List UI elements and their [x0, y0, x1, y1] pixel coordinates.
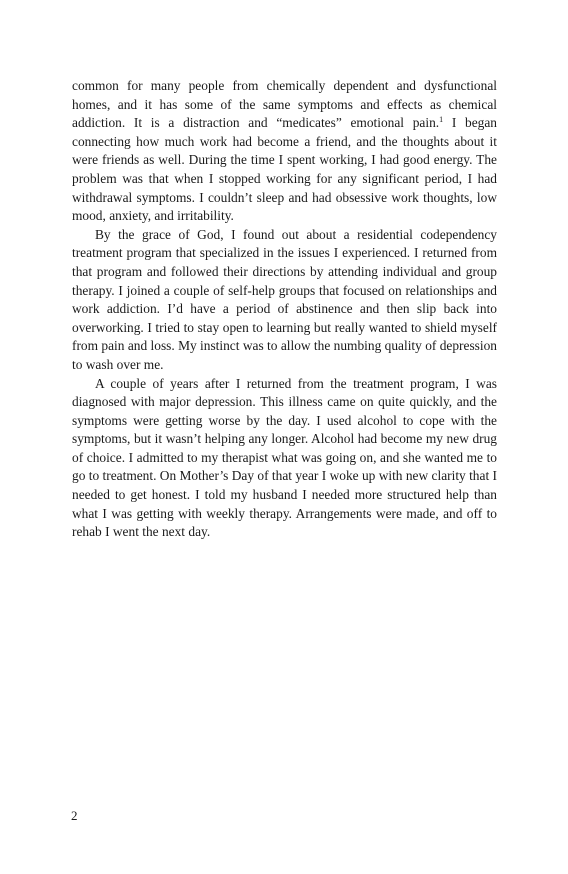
paragraph-text: common for many people from chemically dependent and dysfunctional homes, and it has some of the same symptoms and effects as chemical addiction. It is a distraction and “medicates” emotional pain.	[72, 78, 497, 131]
paragraph-text: I began connecting how much work had become a friend, and the thoughts about it were friends as well. During the time I spent working, I had good energy. The problem was that when I stopped working for any significant period, I had withdrawal symptoms. I couldn’t sleep and had obsessive work thoughts, low mood, anxiety, and irritability.	[72, 115, 497, 224]
footnote-marker[interactable]: 1	[439, 115, 444, 125]
body-text	[72, 77, 497, 542]
paragraph-continued	[72, 77, 497, 226]
paragraph: By the grace of God, I found out about a residential codependency treatment program that specialized in the issues I experienced. I returned from that program and followed their directions by attending individual and group therapy. I joined a couple of self-help groups that focused on relationships and work addiction. I’d have a period of abstinence and then slip back into overworking. I tried to stay open to learning but really wanted to shield myself from pain and loss. My instinct was to allow the numbing quality of depression to wash over me.	[72, 226, 497, 372]
paragraph: A couple of years after I returned from the treatment program, I was diagnosed with major depression. This illness came on quite quickly, and the symptoms were getting worse by the day. I used alcohol to cope with the symptoms, but it wasn’t helping any longer. Alcohol had become my new drug of choice. I admitted to my therapist what was going on, and she wanted me to go to treatment. On Mother’s Day of that year I woke up with new clarity that I needed to get honest. I told my husband I needed more structured help than what I was getting with weekly therapy. Arrangements were made, and off to rehab I went the next day.	[72, 375, 497, 540]
page-number: 2	[71, 808, 78, 823]
